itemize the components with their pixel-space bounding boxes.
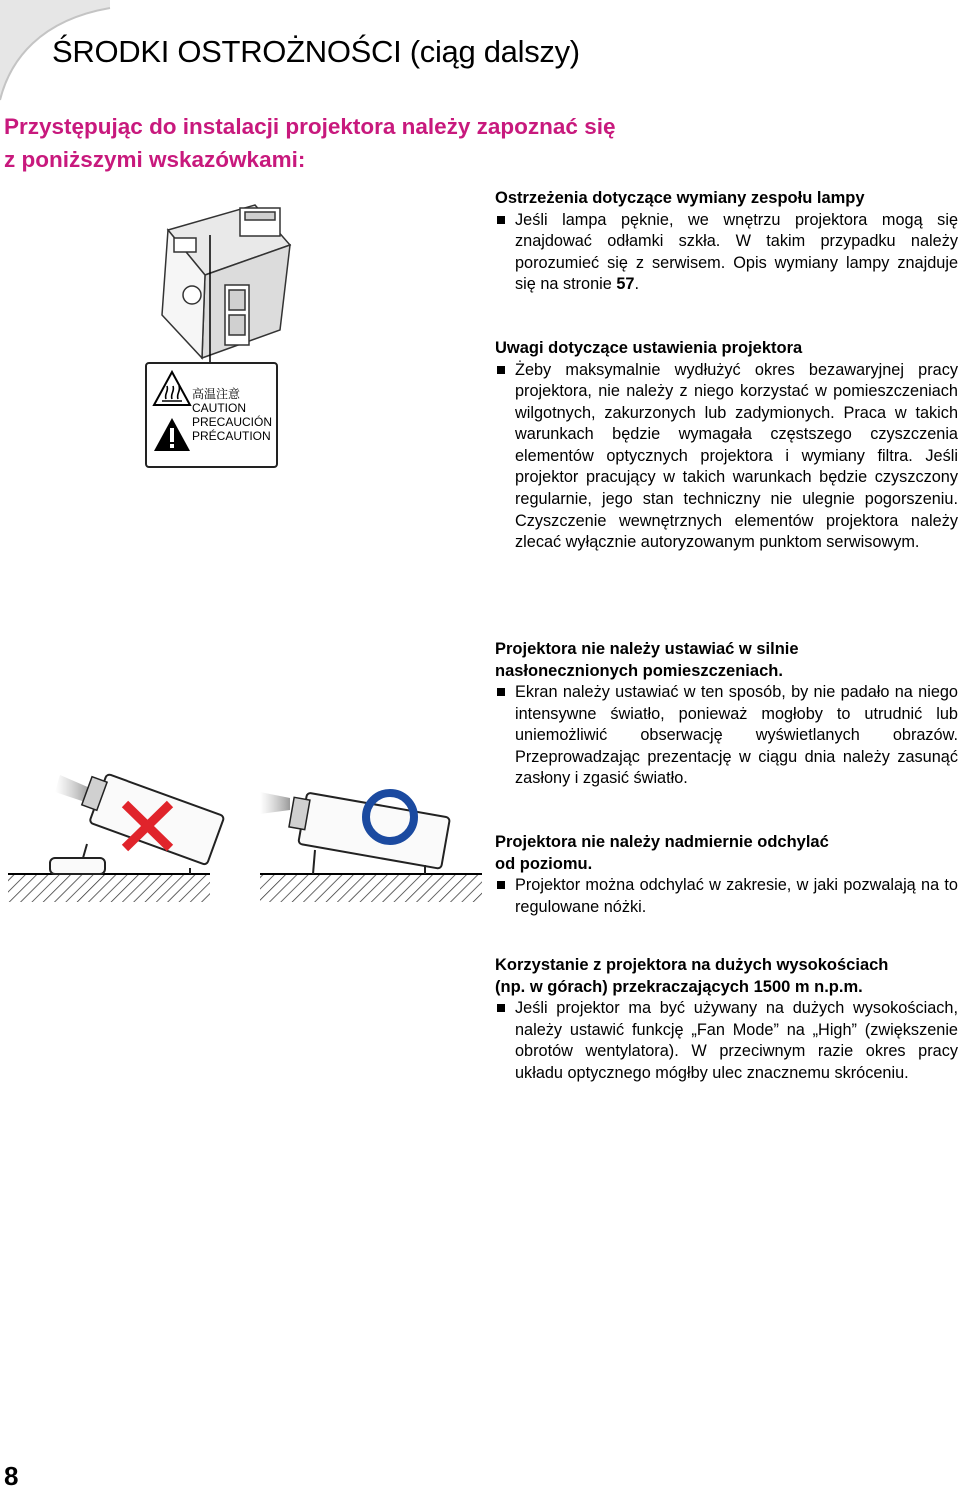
page-title: ŚRODKI OSTROŻNOŚCI (ciąg dalszy) bbox=[52, 34, 580, 69]
lamp-warning-bullet bbox=[495, 210, 958, 296]
sunlight-section bbox=[495, 639, 958, 790]
bullet-square-icon bbox=[497, 216, 505, 224]
caution-label-spanish: PRECAUCIÓN bbox=[192, 415, 273, 429]
tilt-bullet bbox=[495, 875, 958, 918]
tilt-heading-line-2: od poziomu. bbox=[495, 854, 593, 873]
subtitle-line-1: Przystępując do instalacji projektora należy zapoznać się bbox=[4, 114, 616, 139]
lamp-warnings-section bbox=[495, 188, 958, 296]
altitude-section bbox=[495, 955, 958, 1084]
lamp-page-ref: 57 bbox=[616, 275, 635, 294]
altitude-heading-line-2: (np. w górach) przekraczających 1500 m n.p.m. bbox=[495, 977, 863, 996]
setup-notes-bullet bbox=[495, 360, 958, 554]
tilt-bullet-text: Projektor można odchylać w zakresie, w jaki pozwalają na to regulowane nóżki. bbox=[515, 876, 958, 916]
setup-notes-section bbox=[495, 338, 958, 554]
altitude-heading bbox=[495, 955, 958, 998]
caution-label bbox=[146, 363, 277, 467]
sunlight-heading bbox=[495, 639, 958, 682]
tilt-illustration bbox=[5, 770, 485, 910]
bullet-square-icon bbox=[497, 688, 505, 696]
setup-notes-heading: Uwagi dotyczące ustawienia projektora bbox=[495, 339, 803, 357]
caution-label-english: CAUTION bbox=[192, 401, 246, 415]
section-subtitle bbox=[4, 110, 615, 176]
bullet-square-icon bbox=[497, 366, 505, 374]
tilt-section bbox=[495, 832, 958, 918]
lamp-warnings-heading: Ostrzeżenia dotyczące wymiany zespołu lampy bbox=[495, 189, 865, 207]
altitude-bullet bbox=[495, 998, 958, 1084]
subtitle-line-2: z poniższymi wskazówkami: bbox=[4, 147, 306, 172]
hot-surface-icon bbox=[152, 369, 192, 409]
tilt-heading-line-1: Projektora nie należy nadmiernie odchylać bbox=[495, 833, 829, 851]
setup-bullet-text: Żeby maksymalnie wydłużyć okres bezawaryjnej pracy projektora, nie należy z niego korzystać w pomieszczeniach wilgotnych, zakurzonych lub zadymionych. Praca w takich warunkach będzie wymagała częstszego czyszczenia elementów optycznych projektora i wymiany filtra. Jeśli projektor pracujący w takich warunkach będzie czyszczony regularnie, jego stan techniczny nie ulegnie pogorszeniu. Czyszczenie wewnętrznych elementów projektora należy zlecać wyłącznie autoryzowanym punktom serwisowym. bbox=[515, 360, 958, 552]
lamp-bullet-end: . bbox=[634, 275, 640, 294]
sunlight-bullet-text: Ekran należy ustawiać w ten sposób, by nie padało na niego intensywne światło, ponieważ mogłoby to utrudnić lub uniemożliwić obserwację wyświetlanych obrazów. Przeprowadzając prezentację w ciągu dnia należy zasunąć zasłony i zgasić światło. bbox=[515, 683, 958, 788]
caution-label-french: PRÉCAUTION bbox=[192, 429, 271, 443]
altitude-heading-line-1: Korzystanie z projektora na dużych wysokościach bbox=[495, 956, 889, 974]
page-number: 8 bbox=[4, 1461, 19, 1491]
sunlight-heading-line-2: nasłonecznionych pomieszczeniach. bbox=[495, 661, 783, 680]
tilt-heading bbox=[495, 832, 958, 875]
bullet-square-icon bbox=[497, 1004, 505, 1012]
altitude-bullet-text: Jeśli projektor ma być używany na dużych wysokościach, należy ustawić funkcję „Fan Mode” na „High” (zwiększenie obrotów wentylatora). W przeciwnym razie okres pracy układu optycznego mógłby ulec znacznemu skróceniu. bbox=[515, 999, 958, 1082]
sunlight-bullet bbox=[495, 682, 958, 790]
caution-label-japanese: 高温注意 bbox=[192, 387, 241, 401]
warning-triangle-icon bbox=[152, 415, 192, 455]
sunlight-heading-line-1: Projektora nie należy ustawiać w silnie bbox=[495, 640, 799, 658]
bullet-square-icon bbox=[497, 881, 505, 889]
lamp-bullet-text: Jeśli lampa pęknie, we wnętrzu projektora mogą się znajdować odłamki szkła. W takim przypadku należy porozumieć się z serwisem. Opis wymiany lampy znajduje się na stronie bbox=[515, 210, 958, 294]
